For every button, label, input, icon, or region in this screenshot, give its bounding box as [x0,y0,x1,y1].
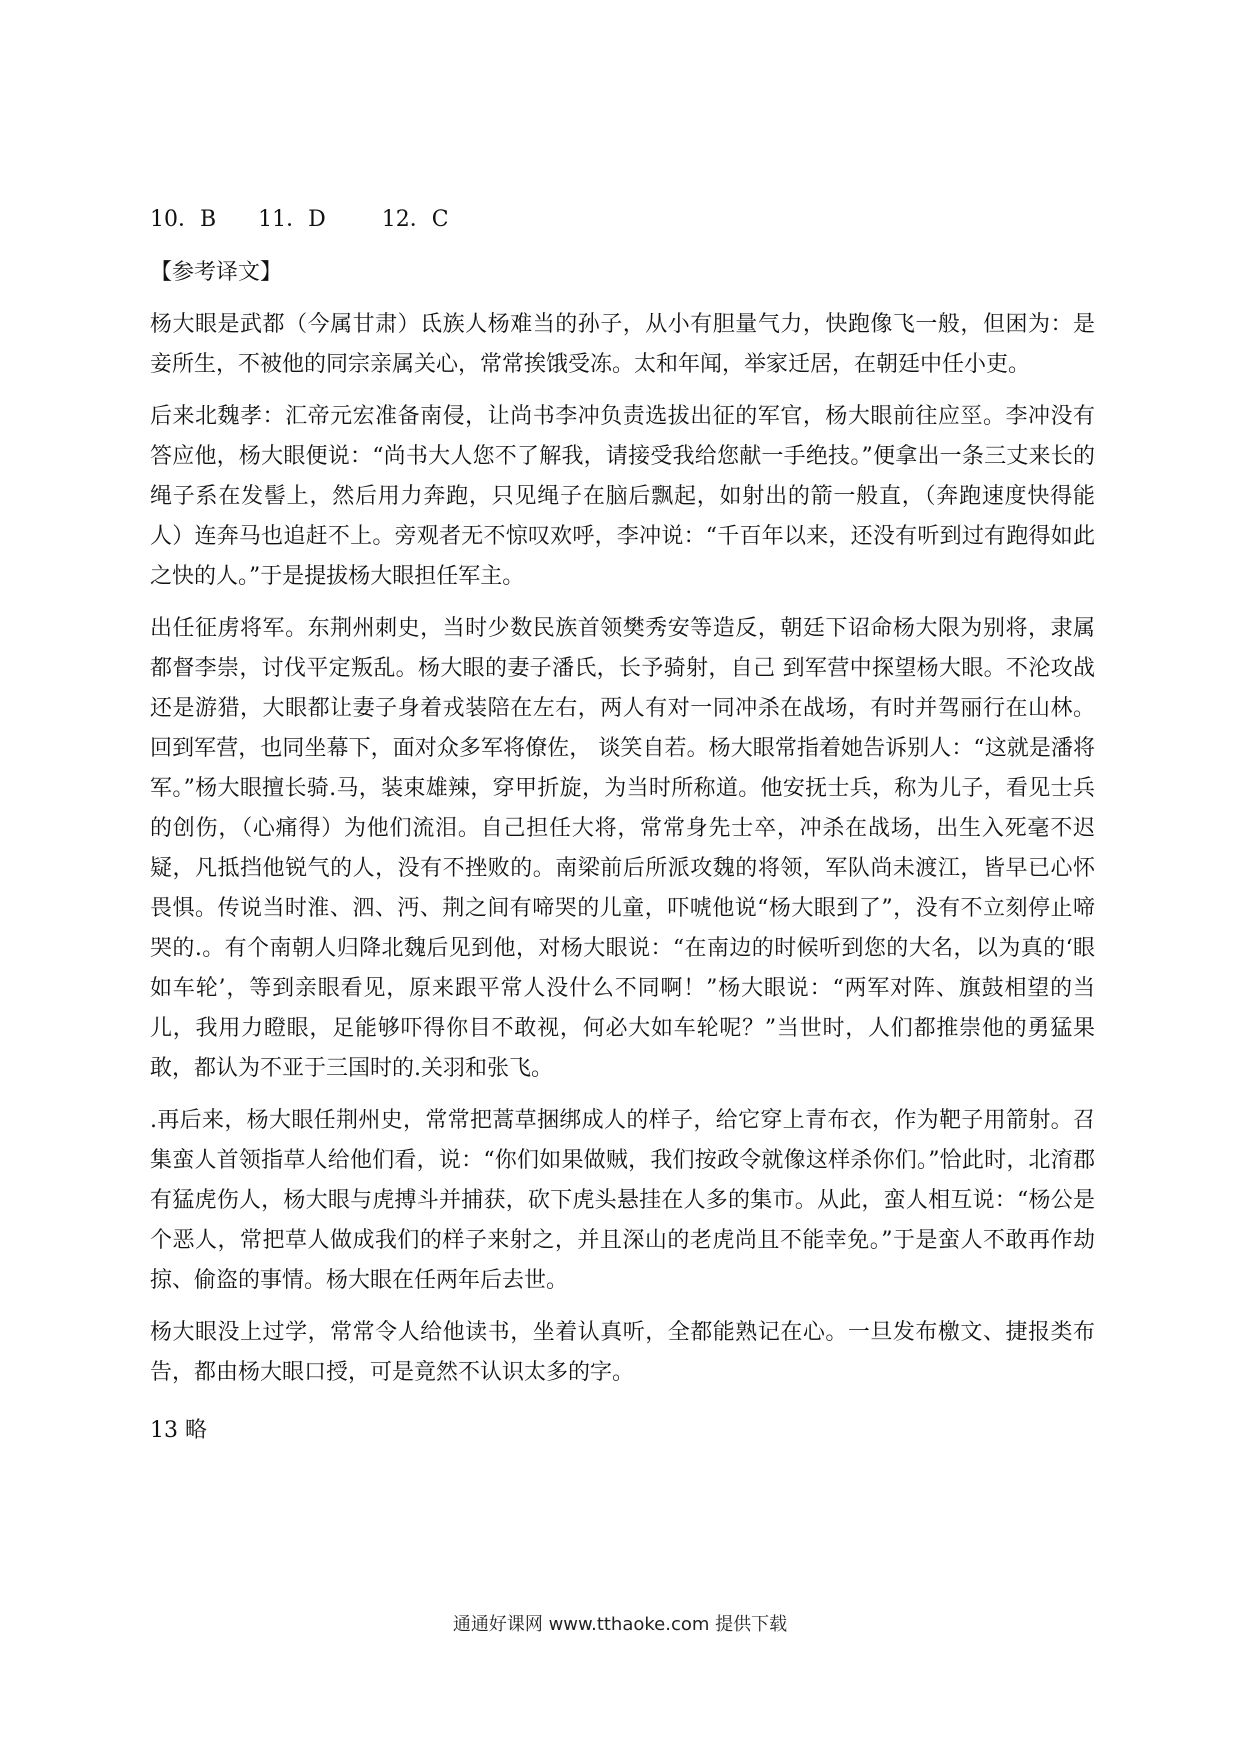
footer-source-note: 通通好课网 www.tthaoke.com 提供下载 [452,1614,788,1635]
answer-line: 10．B 11．D 12．C [150,207,449,232]
translation-paragraph-2: 后来北魏孝：汇帝元宏准备南侵，让尚书李冲负责选拔出征的军官，杨大眼前往应巠。李冲没有答应他，杨大眼便说：“尚书大人您不了解我，请接受我给您献一手绝技。”便拿出一条三丈来长的绳子系在发髻上，然后用力奔跑，只见绳子在脑后飘起，如射出的箭一般直，（奔跑速度快得能人）连奔马也追赶不上。旁观者无不惊叹欢呼，李冲说：“千百年以来，还没有听到过有跑得如此之快的人。”于是提拔杨大眼担任军主。 [150,404,1095,589]
translation-paragraph-4: .再后来，杨大眼任荆州史，常常把蒿草捆绑成人的样子，给它穿上青布衣，作为靶子用箭射。召集蛮人首领指草人给他们看，说：“你们如果做贼，我们按政令就像这样杀你们。”恰此时，北淯郡有猛虎伤人，杨大眼与虎搏斗并捕获，砍下虎头悬挂在人多的集市。从此，蛮人相互说：“杨公是个恶人，常把草人做成我们的样子来射之，并且深山的老虎尚且不能幸免。”于是蛮人不敢再作劫掠、偷盗的事情。杨大眼在任两年后去世。 [150,1108,1095,1293]
translation-paragraph-1: 杨大眼是武都（今属甘肃）氐族人杨难当的孙子，从小有胆量气力，快跑像飞一般，但困为：是妾所生，不被他的同宗亲属关心，常常挨饿受冻。太和年闻，举家迁居，在朝廷中任小吏。 [150,312,1095,377]
answer-key-content [150,205,1095,1451]
translation-heading: 【参考译文】 [150,260,283,285]
question-13-answer: 13 略 [150,1418,207,1443]
translation-paragraph-3: 出任征虏将军。东荆州刺史，当时少数民族首领樊秀安等造反，朝廷下诏命杨大限为别将，隶属都督李崇，讨伐平定叛乱。杨大眼的妻子潘氏，长予骑射，自己 到军营中探望杨大眼。不沦攻战还是游猎，大眼都让妻子身着戎装陪在左右，两人有对一同冲杀在战场，有时并驾丽行在山林。回到军营，也同坐幕下，面对众多军将僚佐， 谈笑自若。杨大眼常指着她告诉别人：“这就是潘将军。”杨大眼擅长骑.马，装束雄辣，穿甲折旋，为当时所称道。他安抚士兵，称为儿子，看见士兵的创伤，（心痛得）为他们流泪。自己担任大将，常常身先士卒，冲杀在战场，出生入死毫不迟疑，凡抵挡他锐气的人，没有不挫败的。南梁前后所派攻魏的将领，军队尚未渡江，皆早已心怀畏惧。传说当时淮、泗、沔、荆之间有啼哭的儿童，吓唬他说“杨大眼到了”，没有不立刻停止啼哭的.。有个南朝人归降北魏后见到他，对杨大眼说：“在南边的时候听到您的大名，以为真的‘眼如车轮’，等到亲眼看见，原来跟平常人没什么不同啊！”杨大眼说：“两军对阵、旗鼓相望的当儿，我用力瞪眼，足能够吓得你目不敢视，何必大如车轮呢？”当世时，人们都推崇他的勇猛果敢，都认为不亚于三国时的.关羽和张飞。 [150,616,1095,1081]
translation-paragraph-5: 杨大眼没上过学，常常令人给他读书，坐着认真听，全都能熟记在心。一旦发布檄文、捷报类布告，都由杨大眼口授，可是竟然不认识太多的字。 [150,1320,1095,1385]
